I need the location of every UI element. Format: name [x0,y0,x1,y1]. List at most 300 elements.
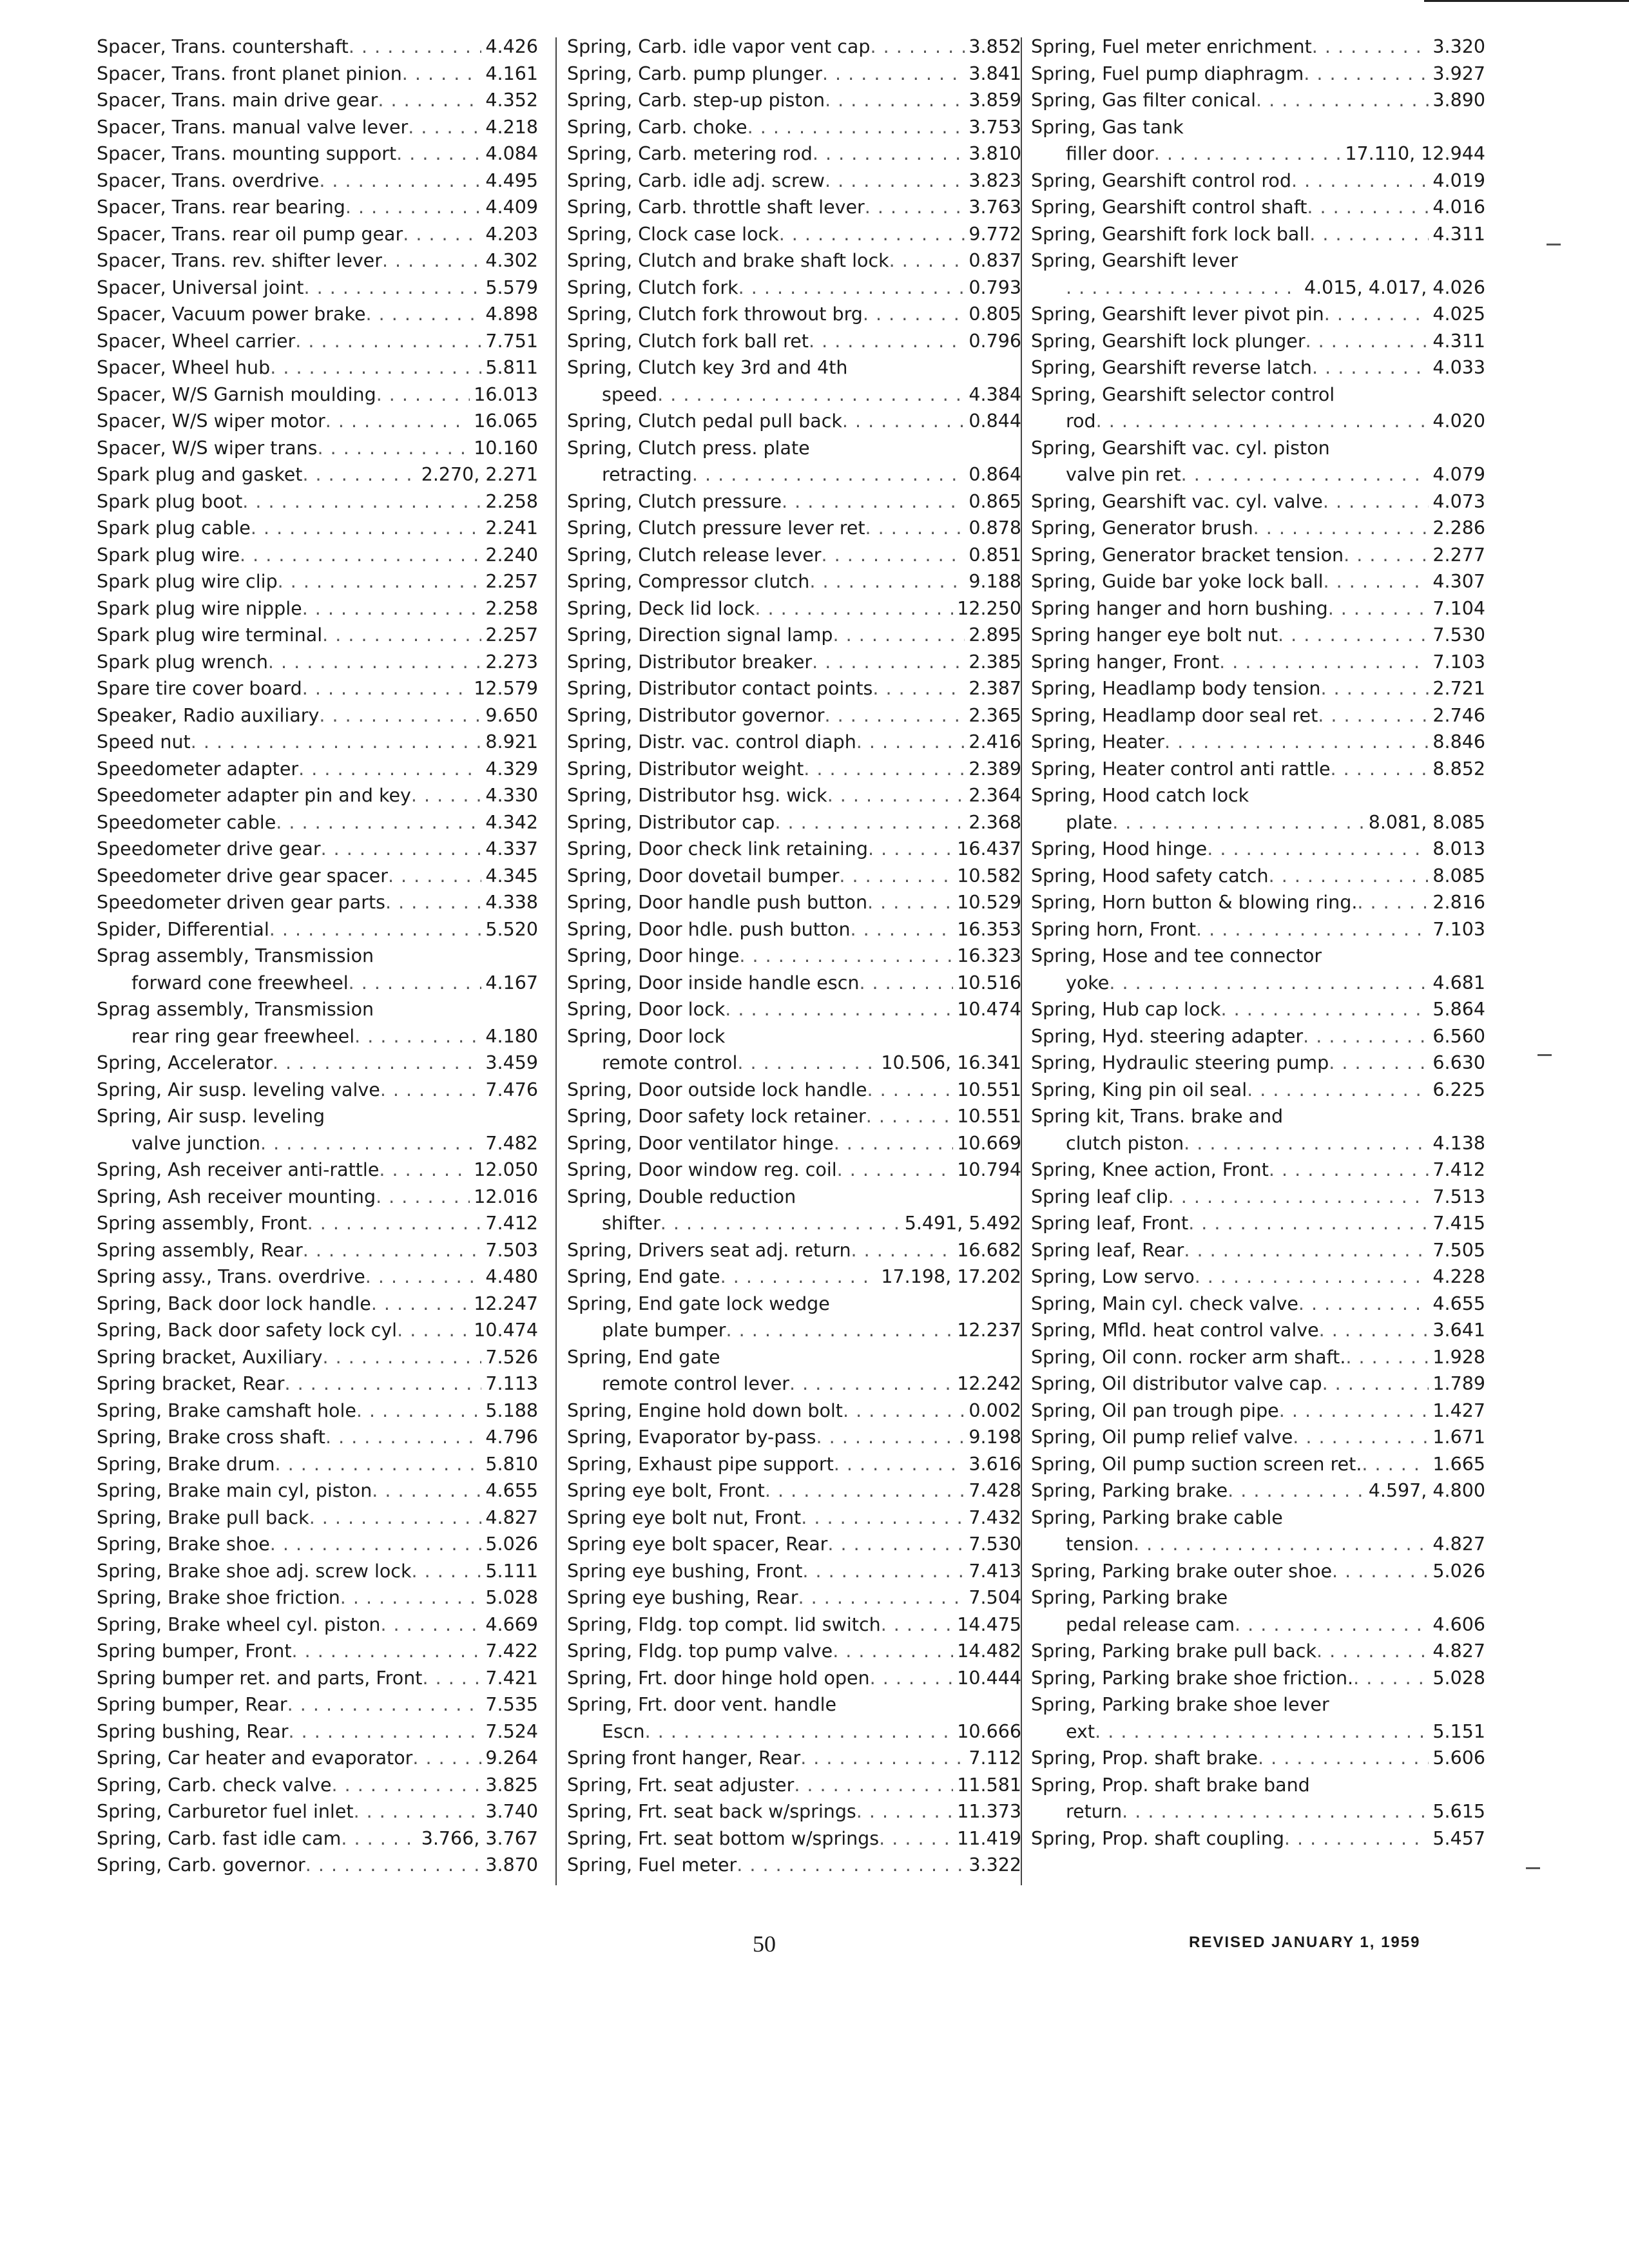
entry-name: Spring, Back door safety lock cyl [97,1320,398,1341]
leader-dots [422,1665,481,1692]
entry-reference: 2.258 [485,597,538,619]
leader-dots [376,381,470,408]
entry-name: Spring, Clutch release lever [567,544,822,566]
index-entry [97,1745,538,1772]
entry-name: Spring, Clutch pressure lever ret [567,517,865,539]
entry-reference: 10.529 [957,892,1021,913]
entry-reference: 7.482 [485,1132,538,1154]
leader-dots [865,194,965,221]
index-entry [1031,140,1485,168]
leader-dots [1353,1665,1429,1692]
leader-dots [1279,1398,1429,1425]
entry-reference: 4.352 [485,90,538,111]
entry-reference: 0.864 [969,464,1021,485]
leader-dots [325,1424,481,1451]
entry-reference: 16.065 [474,410,538,432]
index-entry [1031,568,1485,595]
index-entry [97,970,538,997]
entry-reference: 2.277 [1432,544,1485,566]
index-entry [1031,595,1485,622]
leader-dots [303,1237,482,1264]
index-entry [567,1291,1021,1318]
entry-reference: 5.864 [1432,999,1485,1020]
leader-dots [726,1317,954,1344]
entry-reference: 5.026 [485,1533,538,1555]
entry-name: Spring, Brake shoe adj. screw lock [97,1560,412,1582]
index-entry [1031,889,1485,916]
entry-reference: 2.257 [485,571,538,592]
index-column-2 [567,34,1021,1879]
index-entry [1031,247,1485,274]
index-entry [97,488,538,515]
index-entry [97,809,538,836]
entry-name: remote control [602,1052,738,1073]
index-entry [1031,1531,1485,1558]
entry-name: filler door [1066,143,1154,164]
index-entry [567,1665,1021,1692]
index-entry [97,1264,538,1291]
entry-name: Spacer, Wheel hub [97,357,271,378]
index-entry [97,1772,538,1799]
entry-name: Spacer, Trans. rear oil pump gear [97,223,403,245]
index-entry [97,301,538,328]
entry-name: Spring, Oil distributor valve cap [1031,1373,1322,1394]
margin-tick [1547,244,1561,245]
entry-reference: 4.311 [1432,223,1485,245]
leader-dots [856,1798,953,1825]
index-entry [567,863,1021,890]
entry-name: Spring, Drivers seat adj. return [567,1239,851,1261]
entry-name: Spark plug wire [97,544,240,566]
entry-reference: 2.240 [485,544,538,566]
entry-name: Spacer, Wheel carrier [97,330,296,352]
entry-name: Spring, Hood catch lock [1031,785,1249,806]
entry-name: Spacer, Trans. rev. shifter lever [97,250,382,271]
entry-reference: 9.650 [485,704,538,726]
entry-name: Spring, End gate [567,1346,720,1368]
leader-dots [804,756,965,783]
index-entry [97,1077,538,1104]
leader-dots [802,1558,965,1585]
index-entry [1031,1264,1485,1291]
leader-dots [782,488,965,515]
entry-name: Spacer, Vacuum power brake [97,303,366,325]
leader-dots [341,1825,417,1852]
entry-reference: 12.579 [474,678,538,699]
entry-name: Spring, Fldg. top pump valve [567,1640,833,1662]
leader-dots [1256,87,1429,114]
entry-reference: 4.025 [1432,303,1485,325]
entry-name: Spring hanger and horn bushing [1031,597,1328,619]
entry-reference: 10.444 [957,1667,1021,1689]
leader-dots [1357,889,1429,916]
entry-name: Spring, Carb. idle vapor vent cap [567,36,871,57]
index-entry [97,1825,538,1852]
leader-dots [813,140,965,168]
entry-reference: 4.827 [1432,1640,1485,1662]
entry-reference: 4.015, 4.017, 4.026 [1304,276,1485,298]
entry-name: Spring assembly, Front [97,1213,307,1234]
entry-name: Spring eye bolt, Front [567,1480,765,1501]
entry-reference: 7.504 [969,1587,1021,1608]
leader-dots [1188,1210,1429,1237]
entry-name: Spring, Hydraulic steering pump [1031,1052,1329,1073]
leader-dots [747,114,965,141]
entry-reference: 8.852 [1432,758,1485,780]
index-entry [1031,488,1485,515]
entry-name: Spring, Gas filter conical [1031,90,1257,111]
entry-reference: 1.671 [1432,1427,1485,1448]
entry-name: Spring, Carb. governor [97,1854,305,1876]
entry-reference: 4.180 [485,1025,538,1047]
leader-dots [251,515,482,542]
entry-reference: 5.028 [485,1587,538,1608]
leader-dots [1207,836,1429,863]
entry-reference: 12.250 [957,597,1021,619]
entry-name: Spark plug wire nipple [97,597,302,619]
entry-name: Spring, Clutch fork ball ret [567,330,809,352]
index-entry [567,1130,1021,1157]
index-entry [97,1291,538,1318]
entry-name: tension [1066,1533,1134,1555]
entry-reference: 5.491, 5.492 [904,1213,1021,1234]
leader-dots [1362,1451,1429,1478]
index-entry [1031,1077,1485,1104]
leader-dots [276,809,481,836]
entry-name: Spring, Oil pan trough pipe [1031,1399,1279,1421]
entry-name: Spring leaf, Front [1031,1213,1189,1234]
entry-reference: 4.655 [1432,1293,1485,1314]
entry-name: Spring leaf, Rear [1031,1239,1184,1261]
leader-dots [376,1184,470,1211]
entry-reference: 10.551 [957,1106,1021,1127]
entry-name: Spring, Headlamp body tension [1031,678,1321,699]
leader-dots [1154,140,1342,168]
leader-dots [302,461,417,488]
index-entry [567,301,1021,328]
leader-dots [827,782,965,809]
index-entry [97,1130,538,1157]
leader-dots [1221,996,1429,1023]
index-entry [1031,1398,1485,1425]
entry-name: Speedometer adapter pin and key [97,785,411,806]
entry-reference: 7.413 [969,1560,1021,1582]
entry-reference: 5.810 [485,1453,538,1475]
index-entry [567,1398,1021,1425]
entry-name: Spring, Clutch pedal pull back [567,410,842,432]
index-entry [97,114,538,141]
entry-name: ext [1066,1720,1095,1742]
entry-reference: 10.506, 16.341 [881,1052,1021,1073]
entry-reference: 17.198, 17.202 [881,1266,1021,1287]
entry-name: Spring, Clutch fork throwout brg [567,303,863,325]
leader-dots [1284,1825,1429,1852]
entry-name: Spacer, Trans. front planet pinion [97,62,402,84]
leader-dots [1253,515,1429,542]
entry-reference: 0.851 [969,544,1021,566]
leader-dots [345,194,482,221]
index-entry [97,1424,538,1451]
index-entry [567,221,1021,248]
entry-name: Spring, Brake pull back [97,1506,309,1528]
index-column-3 [1031,34,1485,1852]
leader-dots [273,1050,481,1077]
index-entry [1031,649,1485,676]
leader-dots [865,515,965,542]
entry-name: Spring, Frt. seat back w/springs [567,1801,856,1822]
index-entry [97,916,538,943]
entry-reference: 6.225 [1432,1079,1485,1100]
leader-dots [1269,1157,1429,1184]
index-entry [1031,996,1485,1023]
entry-name: Speedometer cable [97,811,276,833]
entry-name: Spring, Door safety lock retainer [567,1106,866,1127]
entry-name: Spring horn, Front [1031,918,1197,940]
entry-reference: 4.161 [485,62,538,84]
leader-dots [1228,1477,1365,1504]
index-entry [567,461,1021,488]
entry-name: Sprag assembly, Transmission [97,945,374,966]
entry-reference: 2.385 [969,651,1021,673]
entry-reference: 14.475 [957,1613,1021,1635]
index-entry [1031,622,1485,649]
entry-name: Spring, Door lock [567,1025,726,1047]
index-entry [1031,461,1485,488]
index-entry [567,274,1021,302]
leader-dots [725,996,953,1023]
entry-reference: 3.852 [969,36,1021,57]
entry-name: plate [1066,811,1113,833]
leader-dots [323,1344,482,1371]
index-entry [1031,836,1485,863]
entry-name: plate bumper [602,1320,726,1341]
leader-dots [1312,34,1429,61]
leader-dots [692,461,965,488]
index-entry [1031,916,1485,943]
index-entry [1031,168,1485,195]
leader-dots [269,916,482,943]
index-entry [567,1077,1021,1104]
index-entry [1031,515,1485,542]
leader-dots [275,1451,482,1478]
leader-dots [319,702,481,729]
index-entry [567,61,1021,88]
index-entry [567,1691,1021,1718]
leader-dots [833,622,965,649]
entry-reference: 7.112 [969,1747,1021,1769]
entry-reference: 1.427 [1432,1399,1485,1421]
leader-dots [354,1798,482,1825]
index-entry [97,1798,538,1825]
entry-reference: 3.763 [969,197,1021,218]
entry-name: Spring, Oil pump suction screen ret. [1031,1453,1362,1475]
index-entry [1031,354,1485,381]
entry-name: Spring, Oil pump relief valve [1031,1427,1293,1448]
entry-reference: 7.505 [1432,1239,1485,1261]
leader-dots [1345,1344,1429,1371]
index-entry [97,1852,538,1879]
margin-tick [1537,1054,1552,1056]
entry-reference: 7.415 [1432,1213,1485,1234]
entry-reference: 11.373 [957,1801,1021,1822]
index-entry [567,515,1021,542]
leader-dots [868,836,953,863]
leader-dots [292,1638,482,1665]
entry-reference: 3.766, 3.767 [421,1827,538,1849]
entry-name: Spring, Parking brake pull back [1031,1640,1316,1662]
index-entry [1031,1477,1485,1504]
leader-dots [240,542,481,569]
leader-dots [268,649,482,676]
entry-reference: 4.597, 4.800 [1368,1480,1485,1501]
entry-name: Spring, Brake shoe [97,1533,270,1555]
entry-reference: 11.419 [957,1827,1021,1849]
entry-name: Spring, Prop. shaft coupling [1031,1827,1284,1849]
index-entry [97,1584,538,1611]
leader-dots [388,863,481,890]
leader-dots [354,1023,481,1050]
entry-name: pedal release cam [1066,1613,1235,1635]
index-entry [567,970,1021,997]
index-entry [97,756,538,783]
index-entry [567,1745,1021,1772]
leader-dots [842,408,965,435]
index-entry [97,836,538,863]
index-entry [567,1584,1021,1611]
leader-dots [321,836,482,863]
index-entry [567,247,1021,274]
index-entry [567,140,1021,168]
index-entry [97,542,538,569]
index-entry [97,1665,538,1692]
entry-reference: 0.805 [969,303,1021,325]
leader-dots [412,1745,481,1772]
entry-name: Spring, Door hinge [567,945,740,966]
leader-dots [298,756,481,783]
entry-name: shifter [602,1213,660,1234]
leader-dots [385,889,481,916]
index-entry [1031,194,1485,221]
entry-reference: 7.421 [485,1667,538,1689]
entry-reference: 4.228 [1432,1266,1485,1287]
entry-reference: 2.895 [969,624,1021,646]
index-entry [97,1558,538,1585]
entry-reference: 4.311 [1432,330,1485,352]
entry-name: Spring, Gearshift control rod [1031,169,1291,191]
entry-reference: 7.513 [1432,1186,1485,1207]
entry-name: Spring eye bolt nut, Front [567,1506,802,1528]
index-entry [567,675,1021,702]
entry-name: Spacer, Trans. overdrive [97,169,320,191]
leader-dots [765,1477,965,1504]
leader-dots [1247,1077,1429,1104]
leader-dots [738,274,965,302]
index-entry [567,1558,1021,1585]
index-entry [97,247,538,274]
leader-dots [309,1504,482,1532]
entry-reference: 4.426 [485,36,538,57]
entry-name: Spring, Oil conn. rocker arm shaft. [1031,1346,1346,1368]
leader-dots [1306,328,1429,355]
index-entry [1031,1130,1485,1157]
entry-name: Spring, Carb. pump plunger [567,62,822,84]
entry-name: Spring, Clutch pressure [567,490,782,512]
leader-dots [1219,649,1429,676]
entry-reference: 4.338 [485,892,538,913]
entry-name: Spider, Differential [97,918,269,940]
entry-name: Spring, Door handle push button [567,892,868,913]
entry-name: Spacer, Trans. rear bearing [97,197,345,218]
leader-dots [1331,756,1429,783]
leader-dots [794,1772,953,1799]
entry-name: Spring, Headlamp door seal ret [1031,704,1318,726]
entry-name: Spark plug cable [97,517,251,539]
leader-dots [380,1077,482,1104]
index-entry [1031,1718,1485,1745]
index-entry [567,1798,1021,1825]
entry-reference: 16.323 [957,945,1021,966]
entry-name: Spring, Parking brake outer shoe [1031,1560,1333,1582]
entry-name: Spring, Gas tank [1031,116,1184,138]
entry-reference: 7.412 [485,1213,538,1234]
entry-reference: 3.616 [969,1453,1021,1475]
entry-reference: 7.412 [1432,1159,1485,1180]
index-entry [567,542,1021,569]
leader-dots [867,1077,954,1104]
index-entry [567,354,1021,381]
leader-dots [371,1291,470,1318]
leader-dots [870,1665,954,1692]
leader-dots [1133,1531,1429,1558]
index-entry [567,836,1021,863]
entry-reference: 4.681 [1432,972,1485,994]
index-entry [97,140,538,168]
entry-reference: 10.516 [957,972,1021,994]
index-entry [1031,1370,1485,1398]
leader-dots [827,1531,965,1558]
leader-dots [1195,1264,1429,1291]
entry-reference: 4.330 [485,785,538,806]
entry-reference: 5.615 [1432,1801,1485,1822]
index-entry [1031,702,1485,729]
entry-name: Spring, Door hdle. push button [567,918,851,940]
leader-dots [1307,194,1429,221]
entry-name: Spring, Door window reg. coil [567,1159,837,1180]
entry-reference: 4.329 [485,758,538,780]
entry-name: Spark plug boot [97,490,243,512]
entry-name: Spring, Horn button & blowing ring. [1031,892,1358,913]
index-entry [1031,1317,1485,1344]
entry-name: Spring, Clutch fork [567,276,738,298]
entry-reference: 9.198 [969,1427,1021,1448]
entry-name: Spring, Distributor hsg. wick [567,785,827,806]
entry-reference: 3.859 [969,90,1021,111]
index-entry [97,1344,538,1371]
entry-reference: 10.669 [957,1132,1021,1154]
entry-reference: 4.384 [969,383,1021,405]
entry-name: Spring, Ash receiver mounting [97,1186,376,1207]
index-entry [1031,675,1485,702]
index-entry [97,1504,538,1532]
entry-reference: 12.242 [957,1373,1021,1394]
entry-reference: 10.474 [474,1320,538,1341]
entry-name: Spring, Brake wheel cyl. piston [97,1613,381,1635]
index-entry [1031,1745,1485,1772]
entry-reference: 7.535 [485,1694,538,1715]
entry-name: Spring, King pin oil seal [1031,1079,1248,1100]
entry-name: Spring, Hood safety catch [1031,865,1269,887]
entry-reference: 2.816 [1432,892,1485,913]
